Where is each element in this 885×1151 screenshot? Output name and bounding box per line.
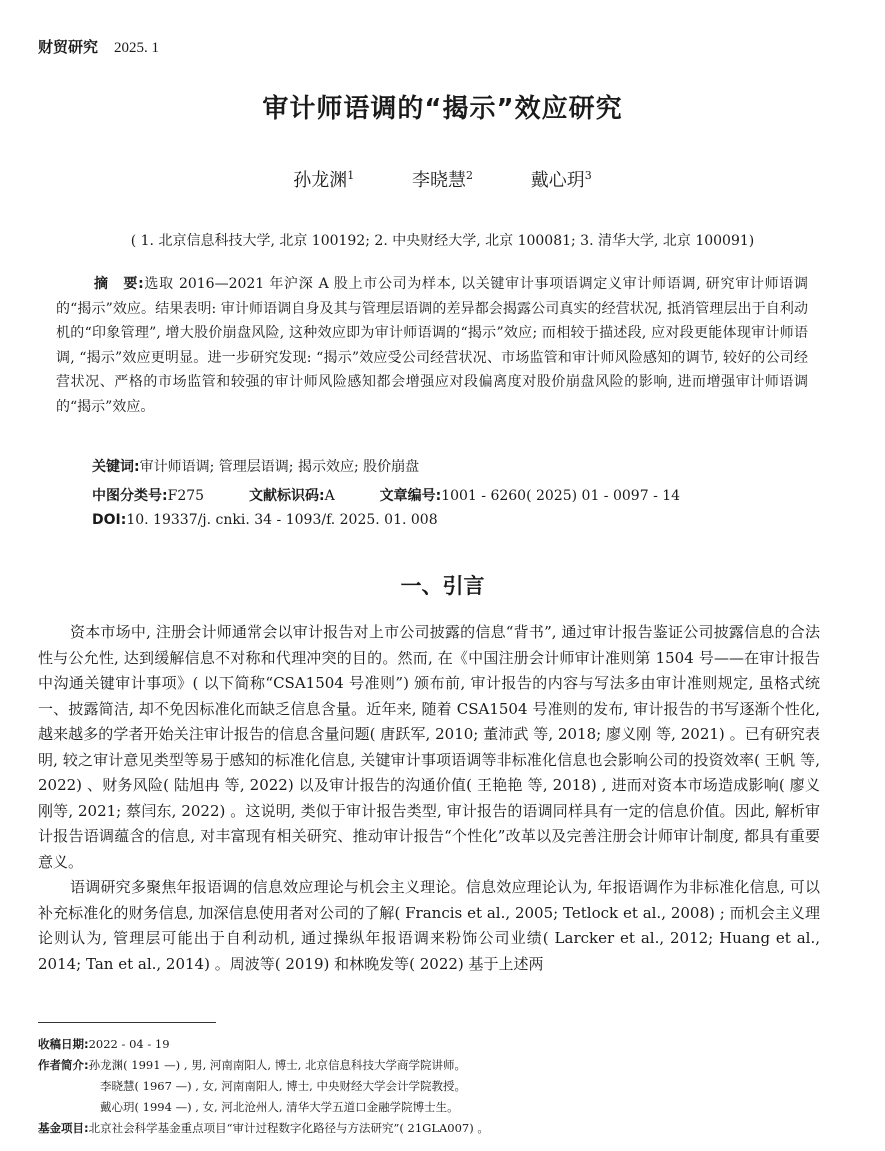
paragraph: 资本市场中, 注册会计师通常会以审计报告对上市公司披露的信息“背书”, 通过审计报告鉴证公司披露信息的合法性与公允性, 达到缓解信息不对称和代理冲突的目的。然而, 在《中国注册会计师审计准则第 1504 号——在审计报告中沟通关键审计事项》( 以下简称“CSA1504 号准则”) 颁布前, 审计报告的内容与写法多由审计准则规定, 虽格式统一、披露简洁, 却不免因标准化而缺乏信息含量。近年来, 随着 CSA1504 号准则的发布, 审计报告的书写逐渐个性化, 越来越多的学者开始关注审计报告的信息含量问题( 唐跃军, 2010; 董沛武 等, 2018; 廖义刚 等, 2021) 。已有研究表明, 较之审计意见类型等易于感知的标准化信息, 关键审计事项语调等非标准化信息也会影响公司的投资效率( 王帆 等, 2022) 、财务风险( 陆旭冉 等, 2022) 以及审计报告的沟通价值( 王艳艳 等, 2018) , 进而对资本市场造成影响( 廖义刚等, 2021; 蔡闫东, 2022) 。这说明, 类似于审计报告类型, 审计报告的语调同样具有一定的信息价值。因此, 解析审计报告语调蕴含的信息, 对丰富现有相关研究、推动审计报告“个性化”改革以及完善注册会计师审计制度, 都具有重要意义。 (38, 623, 820, 871)
author-bio: 戴心玥( 1994 —) , 女, 河北沧州人, 清华大学五道口金融学院博士生。 (100, 1100, 459, 1114)
keywords (92, 456, 419, 476)
author-3: 戴心玥$^3$ (530, 169, 592, 191)
body-text (38, 620, 820, 977)
doc-code-value: A (324, 488, 335, 504)
paper-title: 审计师语调的“揭示”效应研究 (262, 94, 623, 124)
article-number-label: 文章编号: (379, 488, 442, 504)
issue-number: 2025. 1 (114, 40, 160, 56)
running-head (38, 36, 159, 57)
received-date: 收稿日期:2022 - 04 - 19 (38, 1037, 170, 1051)
author-2: 李晓慧$^2$ (412, 169, 473, 191)
footnotes (38, 1034, 838, 1139)
paragraph: 语调研究多聚焦年报语调的信息效应理论与机会主义理论。信息效应理论认为, 年报语调作为非标准化信息, 可以补充标准化的财务信息, 加深信息使用者对公司的了解( Francis et al., 2005; Tetlock et al., 2008) ; 而机会主义理论则认为, 管理层可能出于自利动机, 通过操纵年报语调来粉饰公司业绩( Larcker et al., 2012; Huang et al., 2014; Tan et al., 2014) 。周波等( 2019) 和林晚发等( 2022) 基于上述两 (38, 878, 820, 973)
article-number-value: 1001 - 6260( 2025) 01 - 0097 - 14 (441, 488, 681, 504)
journal-name: 财贸研究 (38, 38, 99, 56)
author-1: 孙龙渊$^1$ (293, 169, 355, 191)
classification-line (92, 485, 680, 505)
doi-label: DOI: (92, 512, 127, 528)
clc-value: F275 (167, 488, 205, 504)
funding: 基金项目:北京社会科学基金重点项目“审计过程数字化路径与方法研究”( 21GLA007) 。 (38, 1121, 489, 1135)
affiliations: ( 1. 北京信息科技大学, 北京 100192; 2. 中央财经大学, 北京 100081; 3. 清华大学, 北京 100091) (130, 233, 755, 249)
doi-value: 10. 19337/j. cnki. 34 - 1093/f. 2025. 01. 008 (126, 512, 438, 528)
clc-label: 中图分类号: (92, 488, 168, 504)
abstract-label: 摘 要: (94, 276, 144, 292)
keywords-label: 关键词: (92, 459, 140, 475)
abstract (56, 272, 808, 419)
footnote-divider (38, 1022, 216, 1023)
doi-line (92, 512, 438, 528)
doc-code-label: 文献标识码: (248, 488, 325, 504)
author-bio: 李晓慧( 1967 —) , 女, 河南南阳人, 博士, 中央财经大学会计学院教授。 (100, 1079, 466, 1093)
abstract-text: 选取 2016—2021 年沪深 A 股上市公司为样本, 以关键审计事项语调定义审计师语调, 研究审计师语调的“揭示”效应。结果表明: 审计师语调自身及其与管理层语调的差异都会揭露公司真实的经营状况, 抵消管理层出于自利动机的“印象管理”, 增大股价崩盘风险, 这种效应即为审计师语调的“揭示”效应; 而相较于描述段, 应对段更能体现审计师语调, “揭示”效应更明显。进一步研究发现: “揭示”效应受公司经营状况、市场监管和审计师风险感知的调节, 较好的公司经营状况、严格的市场监管和较强的审计师风险感知都会增强应对段偏离度对股价崩盘风险的影响, 进而增强审计师语调的“揭示”效应。 (56, 276, 808, 415)
author-list (0, 166, 885, 192)
section-heading: 一、引言 (400, 573, 485, 598)
author-bio: 作者简介:孙龙渊( 1991 —) , 男, 河南南阳人, 博士, 北京信息科技大学商学院讲师。 (38, 1058, 467, 1072)
keywords-text: 审计师语调; 管理层语调; 揭示效应; 股价崩盘 (139, 459, 420, 475)
